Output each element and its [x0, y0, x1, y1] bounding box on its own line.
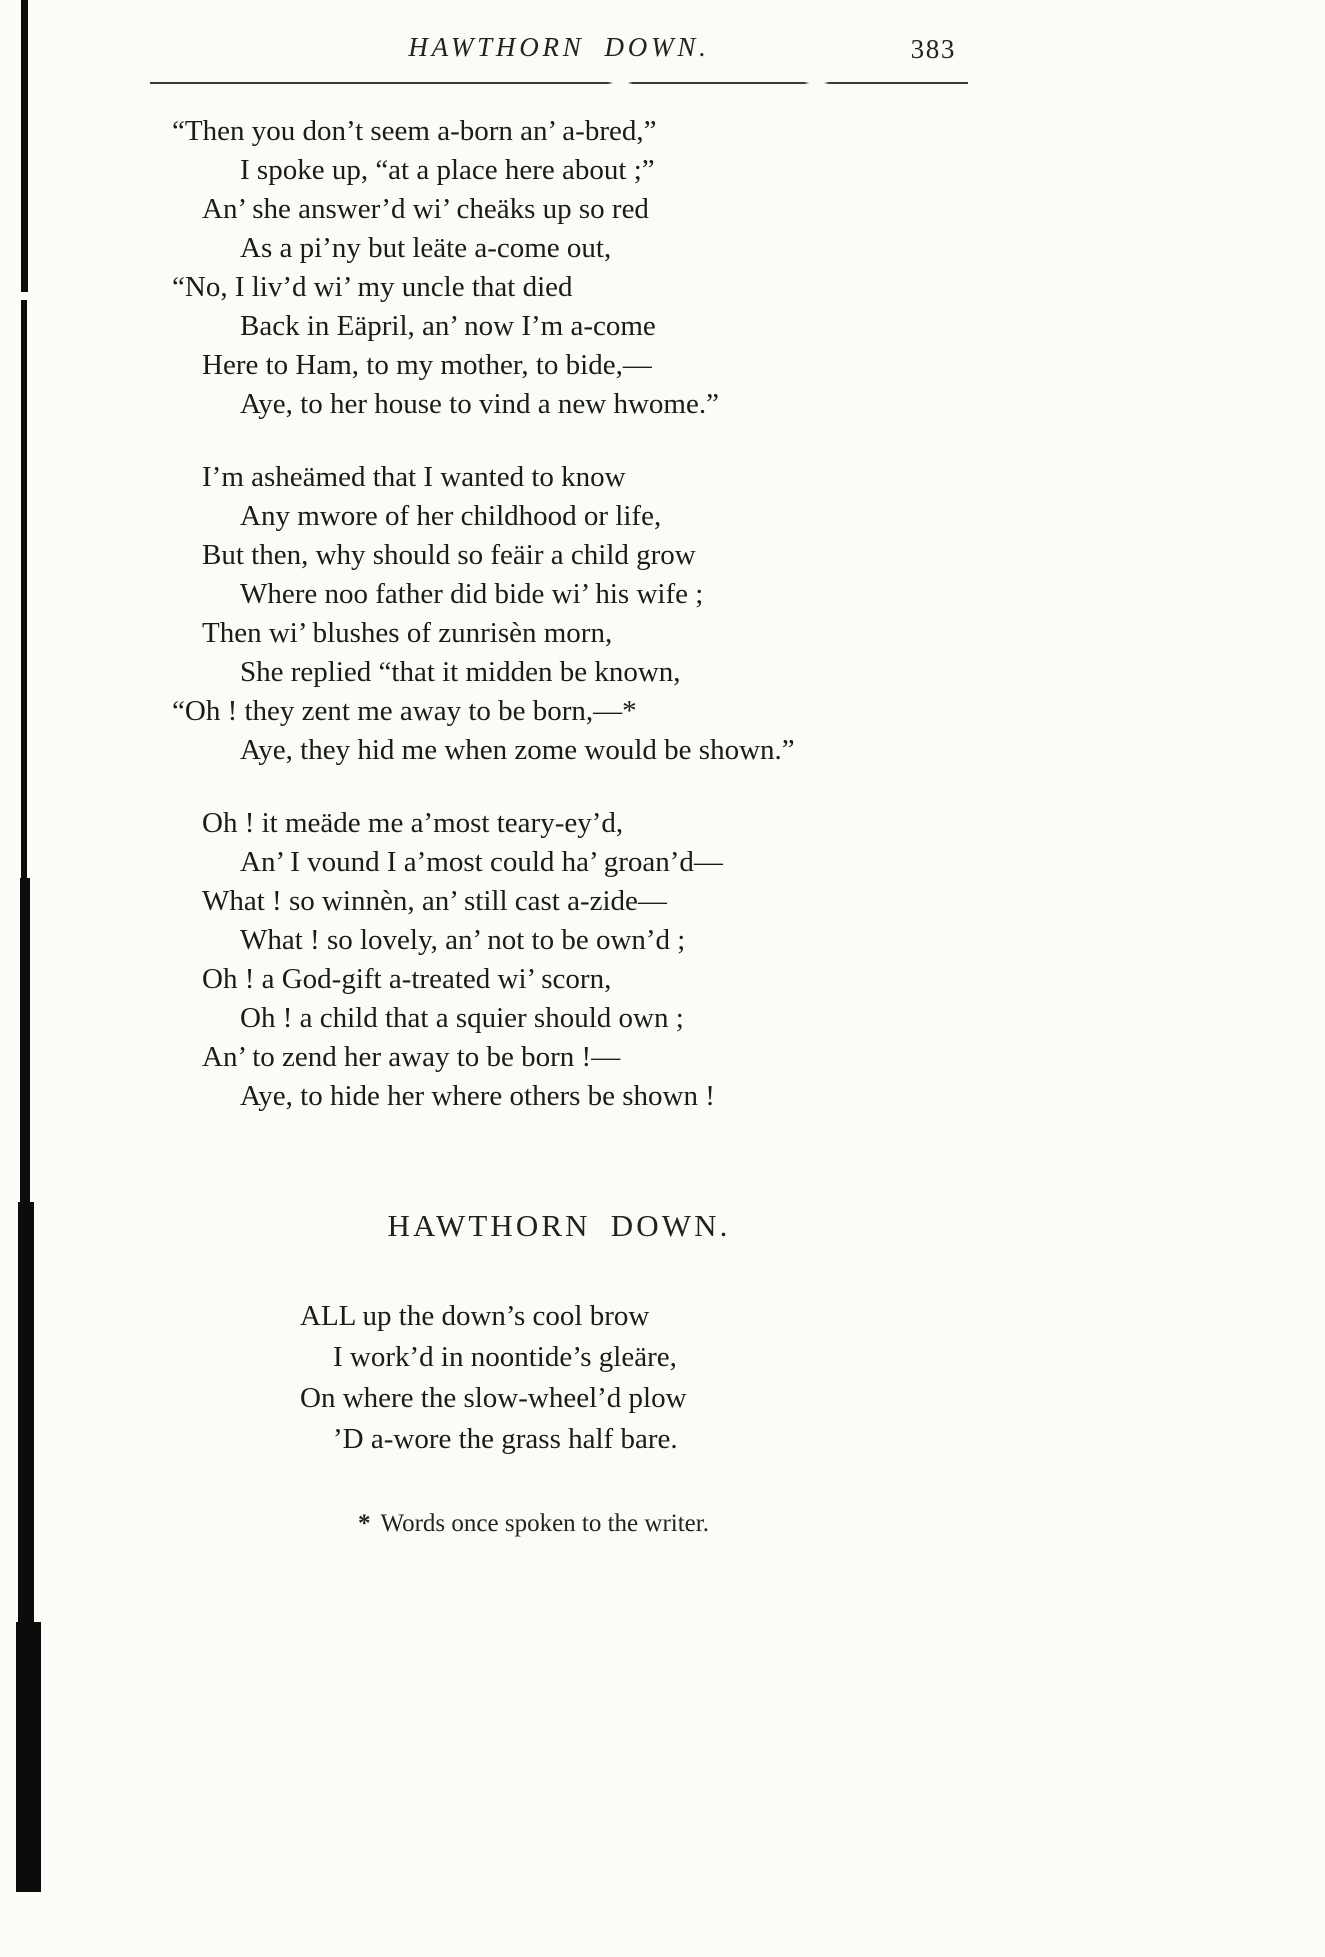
poem-line: “Then you don’t seem a-born an’ a-bred,”: [172, 115, 657, 147]
binding-edge-bar: [21, 0, 28, 292]
poem-line: As a pi’ny but leäte a-come out,: [240, 232, 612, 264]
poem-line: An’ I vound I a’most could ha’ groan’d—: [240, 846, 723, 878]
poem-line: What ! so winnèn, an’ still cast a-zide—: [202, 885, 667, 917]
poem-line: “Oh ! they zent me away to be born,—*: [172, 695, 637, 727]
poem-previous-ending: [150, 112, 968, 1116]
poem-line: Oh ! a God-gift a-treated wi’ scorn,: [202, 963, 612, 995]
stanza: [150, 112, 968, 424]
poem-line: What ! so lovely, an’ not to be own’d ;: [240, 924, 686, 956]
poem-hawthorn-down: [300, 1296, 968, 1460]
page-content: [150, 32, 968, 1538]
poem-line: Here to Ham, to my mother, to bide,—: [202, 349, 652, 381]
poem-line: Oh ! a child that a squier should own ;: [240, 1002, 684, 1034]
poem-line: Then wi’ blushes of zunrisèn morn,: [202, 617, 613, 649]
poem-title: HAWTHORN DOWN.: [387, 1208, 731, 1243]
header-rule: [150, 82, 968, 84]
poem-line: Oh ! it meäde me a’most teary-ey’d,: [202, 807, 624, 839]
footnote-text: Words once spoken to the writer.: [380, 1510, 709, 1537]
stanza: [150, 804, 968, 1116]
binding-edge-bar: [16, 1622, 41, 1892]
poem-line: But then, why should so feäir a child grow: [202, 539, 696, 571]
poem-line: Aye, to hide her where others be shown !: [240, 1080, 715, 1112]
poem-line: I work’d in noontide’s gleäre,: [333, 1341, 677, 1373]
running-header-title: HAWTHORN DOWN.: [408, 32, 710, 62]
poem-line: An’ to zend her away to be born !—: [202, 1041, 621, 1073]
running-header: [150, 32, 968, 76]
poem-line: Where noo father did bide wi’ his wife ;: [240, 578, 704, 610]
poem-line: On where the slow-wheel’d plow: [300, 1382, 687, 1414]
footnote: [358, 1510, 968, 1538]
page-number: 383: [910, 34, 956, 64]
binding-edge-bar: [18, 1202, 34, 1622]
poem-line: Back in Eäpril, an’ now I’m a-come: [240, 310, 656, 342]
poem-line: An’ she answer’d wi’ cheäks up so red: [202, 193, 649, 225]
poem-line: ALL up the down’s cool brow: [300, 1300, 650, 1332]
binding-edge-bar: [20, 878, 30, 1202]
poem-line: I’m asheämed that I wanted to know: [202, 461, 626, 493]
poem-line: I spoke up, “at a place here about ;”: [240, 154, 655, 186]
footnote-asterisk: *: [358, 1510, 371, 1537]
poem-line: She replied “that it midden be known,: [240, 656, 681, 688]
binding-edge-bar: [21, 300, 27, 878]
poem-line: Any mwore of her childhood or life,: [240, 500, 662, 532]
poem-line: Aye, they hid me when zome would be shown.”: [240, 734, 795, 766]
poem-line: “No, I liv’d wi’ my uncle that died: [172, 271, 573, 303]
poem-line: ’D a-wore the grass half bare.: [333, 1423, 678, 1455]
stanza: [150, 458, 968, 770]
poem-line: Aye, to her house to vind a new hwome.”: [240, 388, 719, 420]
